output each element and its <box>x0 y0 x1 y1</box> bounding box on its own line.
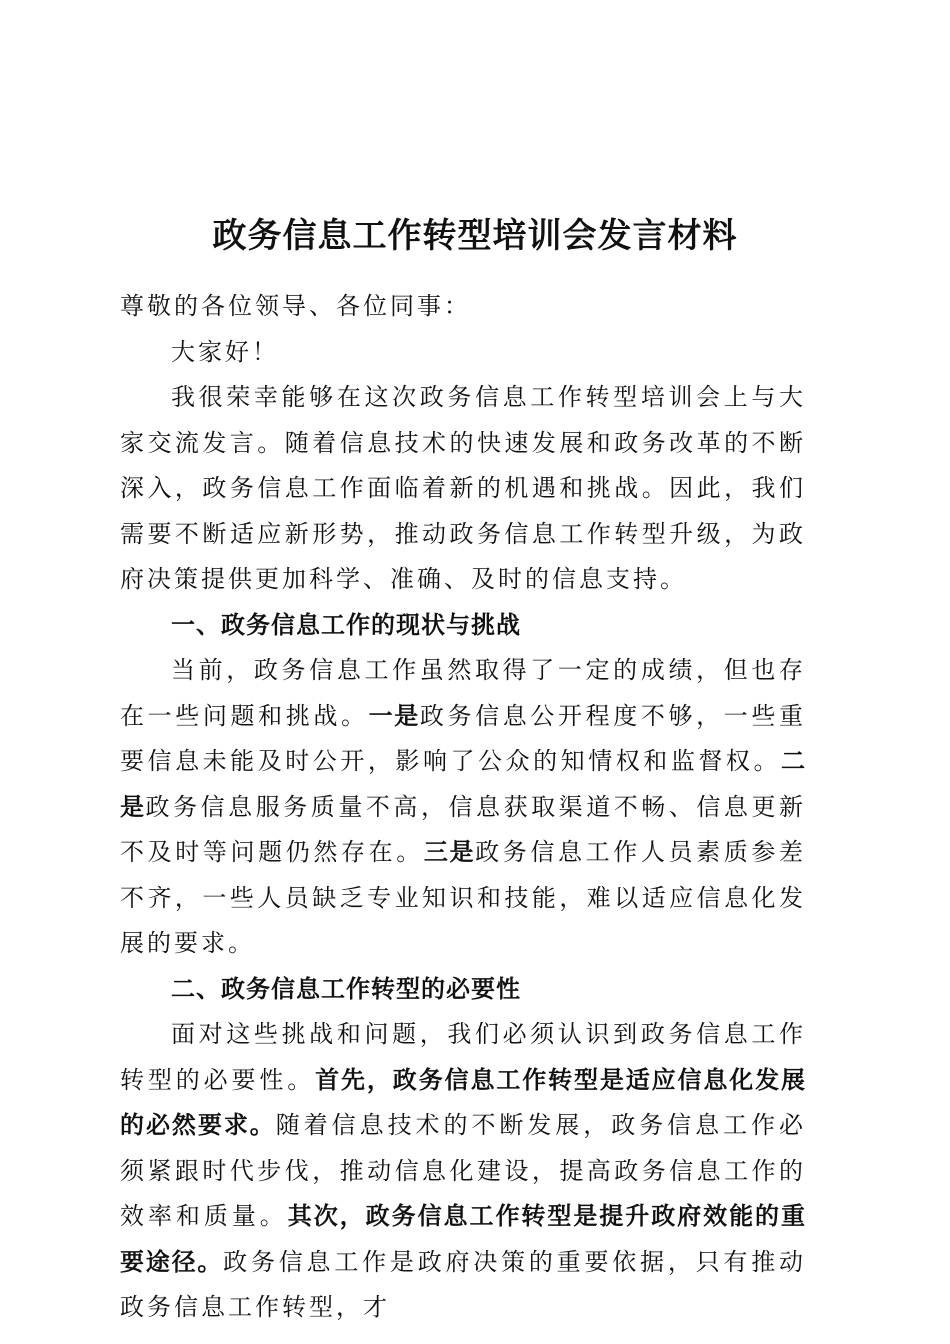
point1-text: 政务信息公开程度不够，一些重要信息未能及时公开，影响了公众的知情权和监督权。 <box>120 701 806 775</box>
point2-label: 二是 <box>120 747 806 821</box>
intro-paragraph: 我很荣幸能够在这次政务信息工作转型培训会上与大家交流发言。随着信息技术的快速发展和政务改革的不断深入，政务信息工作面临着新的机遇和挑战。因此，我们需要不断适应新形势，推动政务信息工作转型升级，为政府决策提供更加科学、准确、及时的信息支持。 <box>120 383 806 593</box>
first-reason-bold: 首先，政务信息工作转型是适应信息化发展的必然要求。 <box>120 1065 807 1139</box>
section1-paragraph <box>120 648 806 967</box>
section2-heading: 二、政务信息工作转型的必要性 <box>171 974 521 1003</box>
point1-label: 一是 <box>368 701 420 730</box>
point2-text: 政务信息服务质量不高，信息获取渠道不畅、信息更新不及时等问题仍然存在。 <box>120 792 807 866</box>
section1-lead: 当前，政务信息工作虽然取得了一定的成绩，但也存在一些问题和挑战。 <box>120 656 806 730</box>
section2-paragraph <box>120 1012 806 1331</box>
second-reason-bold: 其次，政务信息工作转型是提升政府效能的重要途径。 <box>120 1202 807 1276</box>
greeting: 大家好！ <box>171 337 279 366</box>
first-reason-text: 随着信息技术的不断发展，政务信息工作必须紧跟时代步伐，推动信息化建设，提高政务信息工作的效率和质量。 <box>120 1111 806 1230</box>
document-title: 政务信息工作转型培训会发言材料 <box>212 216 738 256</box>
section1-heading: 一、政务信息工作的现状与挑战 <box>171 610 521 639</box>
second-reason-text: 政务信息工作是政府决策的重要依据，只有推动政务信息工作转型，才 <box>120 1247 807 1321</box>
point3-text: 政务信息工作人员素质参差不齐，一些人员缺乏专业知识和技能，难以适应信息化发展的要求。 <box>120 838 806 957</box>
section2-lead: 面对这些挑战和问题，我们必须认识到政务信息工作转型的必要性。 <box>120 1020 806 1094</box>
point3-label: 三是 <box>423 838 476 866</box>
salutation: 尊敬的各位领导、各位同事： <box>120 292 471 320</box>
document-body <box>120 284 806 1331</box>
